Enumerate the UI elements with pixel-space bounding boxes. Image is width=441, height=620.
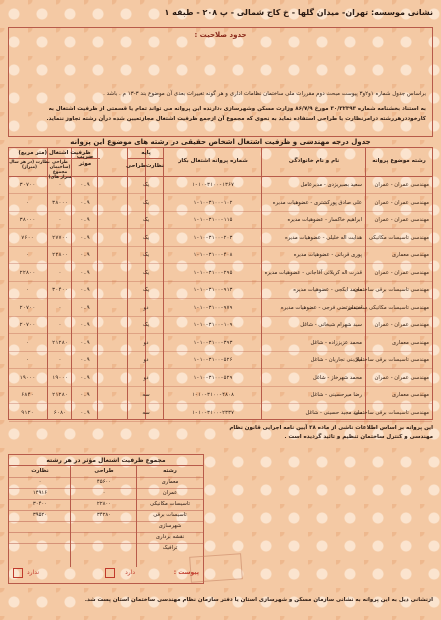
row-divider — [9, 263, 432, 264]
row-coefficient: ۰.۹ — [80, 392, 90, 398]
row-design-capacity: ۶۰۸۰ — [53, 409, 67, 416]
summary-row-field: ترافیک — [162, 545, 178, 551]
summary-col-divider — [70, 465, 71, 567]
row-design-capacity: ۲۱۲۸۰ — [52, 392, 68, 398]
row-grade: یک — [142, 269, 150, 276]
summary-row-divider — [9, 521, 203, 522]
summary-header-design: طراحی — [94, 468, 114, 474]
header-grade-design: طراحی — [125, 163, 146, 169]
row-divider — [9, 246, 432, 247]
summary-header-supervision: نظارت — [31, 468, 49, 474]
row-grade: یک — [142, 182, 150, 188]
row-license: ۱-۱۰-۳۱۰۰-۲۳۳۷ — [191, 409, 235, 416]
summary-row-divider — [9, 543, 203, 544]
row-grade: یک — [142, 217, 150, 223]
row-grade: دو — [143, 357, 149, 363]
row-field: مهندسی تاسیسات برقی ساختمان — [354, 357, 429, 363]
row-supervision-capacity: ۲۰۷۰۰ — [19, 304, 36, 311]
row-divider — [9, 228, 432, 229]
summary-row-field: معماری — [161, 479, 179, 485]
row-supervision-capacity: ۳۰۷۰۰ — [19, 182, 36, 188]
header-grade: پایه — [141, 150, 151, 156]
row-coefficient: ۰.۹ — [80, 304, 90, 311]
row-name: سید شهرام شیخانی - شاغل — [300, 322, 362, 328]
summary-row-supervision: ۳۰۴۰۰ — [32, 501, 48, 507]
row-supervision-capacity: ۲۰۷۰۰ — [19, 322, 36, 328]
legal-note: این پروانه بر اساس اطلاعات ناشی از ماده ۲۸ آیین نامه اجرایی قانون نظام مهندسی و کنترل ساختمان تنظیم و تائید گردیده است . — [229, 425, 433, 440]
row-supervision-capacity: ۰ — [25, 199, 30, 206]
row-field: مهندسی عمران - عمران — [374, 217, 429, 223]
summary-header-field: رشته — [163, 468, 177, 474]
row-name: هدایت اله خلیلی - عضوهیات مدیره — [284, 234, 362, 241]
row-license: ۱-۱۰-۳۱۰۰-۵۲۹ — [193, 374, 233, 381]
summary-row-divider — [9, 510, 203, 511]
row-design-capacity: ۱۹۰۰۰ — [52, 374, 68, 381]
summary-row-supervision: ۰ — [38, 479, 42, 485]
row-grade: دو — [143, 339, 149, 346]
row-design-capacity: ۲۲۸۰۰ — [52, 252, 68, 258]
row-coefficient: ۰.۹ — [80, 357, 90, 363]
row-supervision-capacity: ۱۹۰۰۰ — [19, 374, 36, 381]
row-name: قدرت اله کریلائی آقاجانی - عضوهیات مدیره — [264, 269, 362, 276]
row-supervision-capacity: ۰ — [25, 357, 30, 363]
limits-paragraph-2: به استناد بخشنامه شماره ۳۰/۳۲۳۹۳ مورخ ۸۶/۷/۹ وزارت مسکن وشهرسازی ،دارنده این پروانه می تواند تمام یا قسمتی از ظرفیت اشتغال به کارخوددرهررشته درامرنظارت یا طراحی استفاده نماید به نحوی که مجموع آن ازجمع ظرفیت اشتغال مجازتعیین شده درآن رشته تجاوز ننماید. — [46, 106, 426, 122]
row-name: علی صادق پورکشتری - عضوهیات مدیره — [272, 199, 362, 206]
row-design-capacity: ۰ — [58, 269, 62, 276]
header-coefficient: ضریب موثر — [76, 154, 94, 167]
row-divider — [9, 386, 432, 387]
row-field: مهندسی عمران - عمران — [374, 269, 429, 276]
header-capacity: ظرفیت اشتغال (متر مربع) — [18, 150, 91, 156]
row-supervision-capacity: ۲۲۸۰۰ — [19, 269, 36, 276]
row-name: سید مجید حسینی - شاغل — [305, 409, 362, 416]
row-field: مهندسی عمران - عمران — [374, 322, 429, 328]
summary-divider — [9, 465, 203, 466]
row-field: مهندسی معماری — [392, 252, 429, 258]
summary-title: مجموع ظرفیت اشتغال مؤثر در هر رشته — [46, 457, 166, 464]
row-name: محمد عزیززاده - شاغل — [310, 339, 362, 346]
row-coefficient: ۰.۹ — [80, 182, 90, 188]
row-design-capacity: ۰ — [58, 182, 62, 188]
row-license: ۱-۱۰-۳۱۰۰-۲۹۵ — [193, 269, 233, 276]
row-grade: یک — [142, 287, 150, 293]
row-divider — [9, 211, 432, 212]
row-coefficient: ۰.۹ — [80, 409, 90, 416]
row-supervision-capacity: ۷۶۰۰ — [21, 234, 34, 241]
attachment-has-checkbox[interactable] — [105, 568, 115, 578]
attachment-hasnot-label: ندارد — [27, 569, 40, 576]
row-coefficient: ۰.۹ — [80, 252, 90, 258]
row-supervision-capacity: ۳۸۰۰۰ — [19, 217, 36, 223]
summary-row-supervision: ۳۹۵۲۰ — [32, 512, 48, 518]
row-design-capacity: ۳۰۴۰۰ — [52, 287, 68, 293]
capacity-table-title: جدول درجه مهندسی و ظرفیت اشتغال اشخاص حقیقی در رشته های موضوع این پروانه — [70, 138, 371, 146]
summary-row-field: شهرسازی — [158, 523, 182, 529]
summary-col-divider — [136, 465, 137, 567]
row-license: ۱-۱۰-۳۱۰۰-۵۲۶ — [193, 357, 233, 363]
row-grade: یک — [142, 322, 150, 328]
header-license: شماره پروانه اشتغال بکار — [178, 158, 248, 164]
row-license: ۱-۱۰-۳۱۰۰-۱۰۲ — [193, 199, 233, 206]
row-coefficient: ۰.۹ — [80, 339, 90, 346]
row-design-capacity: ۲۱۲۸۰ — [52, 339, 68, 346]
row-field: مهندسی تاسیسات برقی ساختمان — [354, 409, 429, 416]
row-divider — [9, 298, 432, 299]
row-field: مهندسی تاسیسات مکانیکی ساختمان — [347, 304, 429, 311]
row-design-capacity: ۰ — [58, 304, 62, 311]
row-field: مهندسی تاسیسات برقی ساختمان — [354, 287, 429, 293]
header-field: رشته موضوع پروانه — [372, 158, 426, 164]
header-grade-supervision: نظارت — [145, 163, 164, 169]
row-license: ۱-۱۰-۳۱۰۰-۹۱۳ — [193, 287, 233, 293]
row-coefficient: ۰.۹ — [80, 287, 90, 293]
row-grade: یک — [142, 234, 150, 241]
summary-row-divider — [9, 488, 203, 489]
row-supervision-capacity: ۰ — [25, 252, 30, 258]
row-design-capacity: ۰ — [58, 357, 62, 363]
row-name: سعید بصیریزدی - مدیرعامل — [300, 182, 362, 188]
row-coefficient: ۰.۹ — [80, 374, 90, 381]
row-divider — [9, 193, 432, 194]
footer-note: ازنشانی ذیل به این پروانه به نشانی سازمان مسکن و شهرسازی استان یا دفتر سازمان نظام مهندسی ساختمان استان پست شد. — [84, 597, 433, 603]
row-license: ۱-۱۰-۳۱۰۰-۱۳۶۷ — [191, 182, 235, 188]
row-license: ۱-۱۰-۳۱۰۰-۹۷۹ — [193, 304, 233, 311]
row-name: محمد شهرخاز - شاغل — [312, 374, 362, 381]
row-grade: یک — [142, 252, 150, 258]
attachment-has-label: دارد — [125, 569, 135, 576]
row-design-capacity: ۰ — [58, 322, 62, 328]
row-grade: دو — [143, 304, 149, 311]
header-capacity-supervision: نظارت (در هر سال (متراژ) — [9, 160, 50, 170]
stamp-mark — [189, 553, 243, 583]
attachment-hasnot-checkbox[interactable] — [13, 568, 23, 578]
row-coefficient: ۰.۹ — [80, 322, 90, 328]
row-divider — [9, 351, 432, 352]
row-coefficient: ۰.۹ — [80, 217, 90, 223]
row-divider — [9, 333, 432, 334]
row-divider — [9, 421, 432, 422]
row-name: رضا میرحسینی - شاغل — [310, 392, 362, 398]
summary-row-divider — [9, 532, 203, 533]
row-field: مهندسی عمران - عمران — [374, 374, 429, 381]
row-license: ۱-۱۰-۳۱۰۰-۲۰۳ — [193, 234, 233, 241]
row-supervision-capacity: ۹۱۲۰ — [21, 409, 34, 416]
row-field: مهندسی عمران - عمران — [374, 199, 429, 206]
summary-row-divider — [9, 477, 203, 478]
row-name: محمد ایکجی - عضوهیات مدیره — [293, 287, 362, 293]
limits-title: حدود صلاحیت : — [194, 31, 247, 39]
row-grade: یک — [142, 199, 150, 206]
row-name: پوری قربانی - عضوهیات مدیره — [293, 252, 362, 258]
row-supervision-capacity: ۶۸۴۰ — [21, 392, 34, 398]
summary-row-design: ۴۵۶۰۰ — [96, 479, 112, 485]
row-license: ۱-۱۰-۳۱۰۰-۳۹۳ — [193, 339, 233, 346]
row-coefficient: ۰.۹ — [80, 199, 90, 206]
row-license: ۱-۱۰-۳۱۰۰-۱۱۵ — [193, 217, 233, 223]
row-license: ۱-۱۰-۳۱۰۰-۱۰۹ — [193, 322, 233, 328]
row-design-capacity: ۳۸۰۰۰ — [52, 199, 68, 206]
summary-row-supervision: ۱۴۹۱۶ — [32, 490, 48, 496]
row-design-capacity: ۲۷۷۰۰ — [52, 234, 68, 241]
row-grade: دو — [143, 374, 149, 381]
header-name: نام و نام خانوادگی — [288, 158, 340, 164]
row-divider — [9, 281, 432, 282]
row-supervision-capacity: ۰ — [25, 339, 30, 346]
row-grade: سه — [142, 409, 150, 416]
row-coefficient: ۰.۹ — [80, 234, 90, 241]
row-license: ۱-۱۰-۳۱۰۰-۴۸۰۸ — [191, 392, 235, 398]
row-field: مهندسی عمران - عمران — [374, 182, 429, 188]
office-address: نشانی موسسه: تهران- میدان گلها - خ کاج شمالی - پ ۲۰۸ - طبقه ۱ — [164, 8, 433, 17]
summary-row-design: ۳۴۲۸۰ — [96, 512, 112, 518]
summary-row-field: تاسیسات برقی — [153, 512, 187, 518]
row-supervision-capacity: ۰ — [25, 287, 30, 293]
limits-paragraph-1: براساس جدول شماره ۱و۲و۳ پیوست مبحث دوم مقررات ملی ساختمان نظامات اداری و هر گونه تغییرات بعدی آن موضوع بند ۳-۱۳ م . باشد . — [103, 91, 426, 97]
summary-section — [8, 454, 204, 584]
row-grade: سه — [142, 392, 150, 398]
attachment-label: پیوست : — [173, 569, 199, 576]
row-field: مهندسی معماری — [392, 392, 429, 398]
row-name: لیلا بنی نجاریان - شاغل — [310, 357, 362, 363]
summary-row-field: نقشه برداری — [155, 534, 185, 540]
header-capacity-design: طراحی (ساختمان مجموع متراژ های) — [48, 160, 72, 180]
row-license: ۱-۱۰-۳۱۰۰-۴۰۸ — [193, 252, 233, 258]
row-divider — [9, 316, 432, 317]
summary-row-divider — [9, 499, 203, 500]
row-name: ابراهیم خاکسار - عضوهیات مدیره — [287, 217, 362, 223]
row-field: مهندسی معماری — [392, 339, 429, 346]
limits-section — [8, 27, 433, 137]
row-field: مهندسی تاسیسات مکانیکی — [368, 234, 429, 241]
row-divider — [9, 368, 432, 369]
row-coefficient: ۰.۹ — [80, 269, 90, 276]
row-divider — [9, 403, 432, 404]
summary-row-field: عمران — [162, 490, 178, 496]
row-name: سیدمرتضی فرجی - عضوهیات مدیره — [280, 304, 362, 311]
summary-row-design: ۰ — [102, 490, 106, 496]
summary-row-field: تاسیسات مکانیکی — [150, 501, 190, 507]
summary-row-design: ۲۲۸۰۰ — [96, 501, 112, 507]
capacity-table — [8, 147, 433, 420]
row-design-capacity: ۰ — [58, 217, 62, 223]
